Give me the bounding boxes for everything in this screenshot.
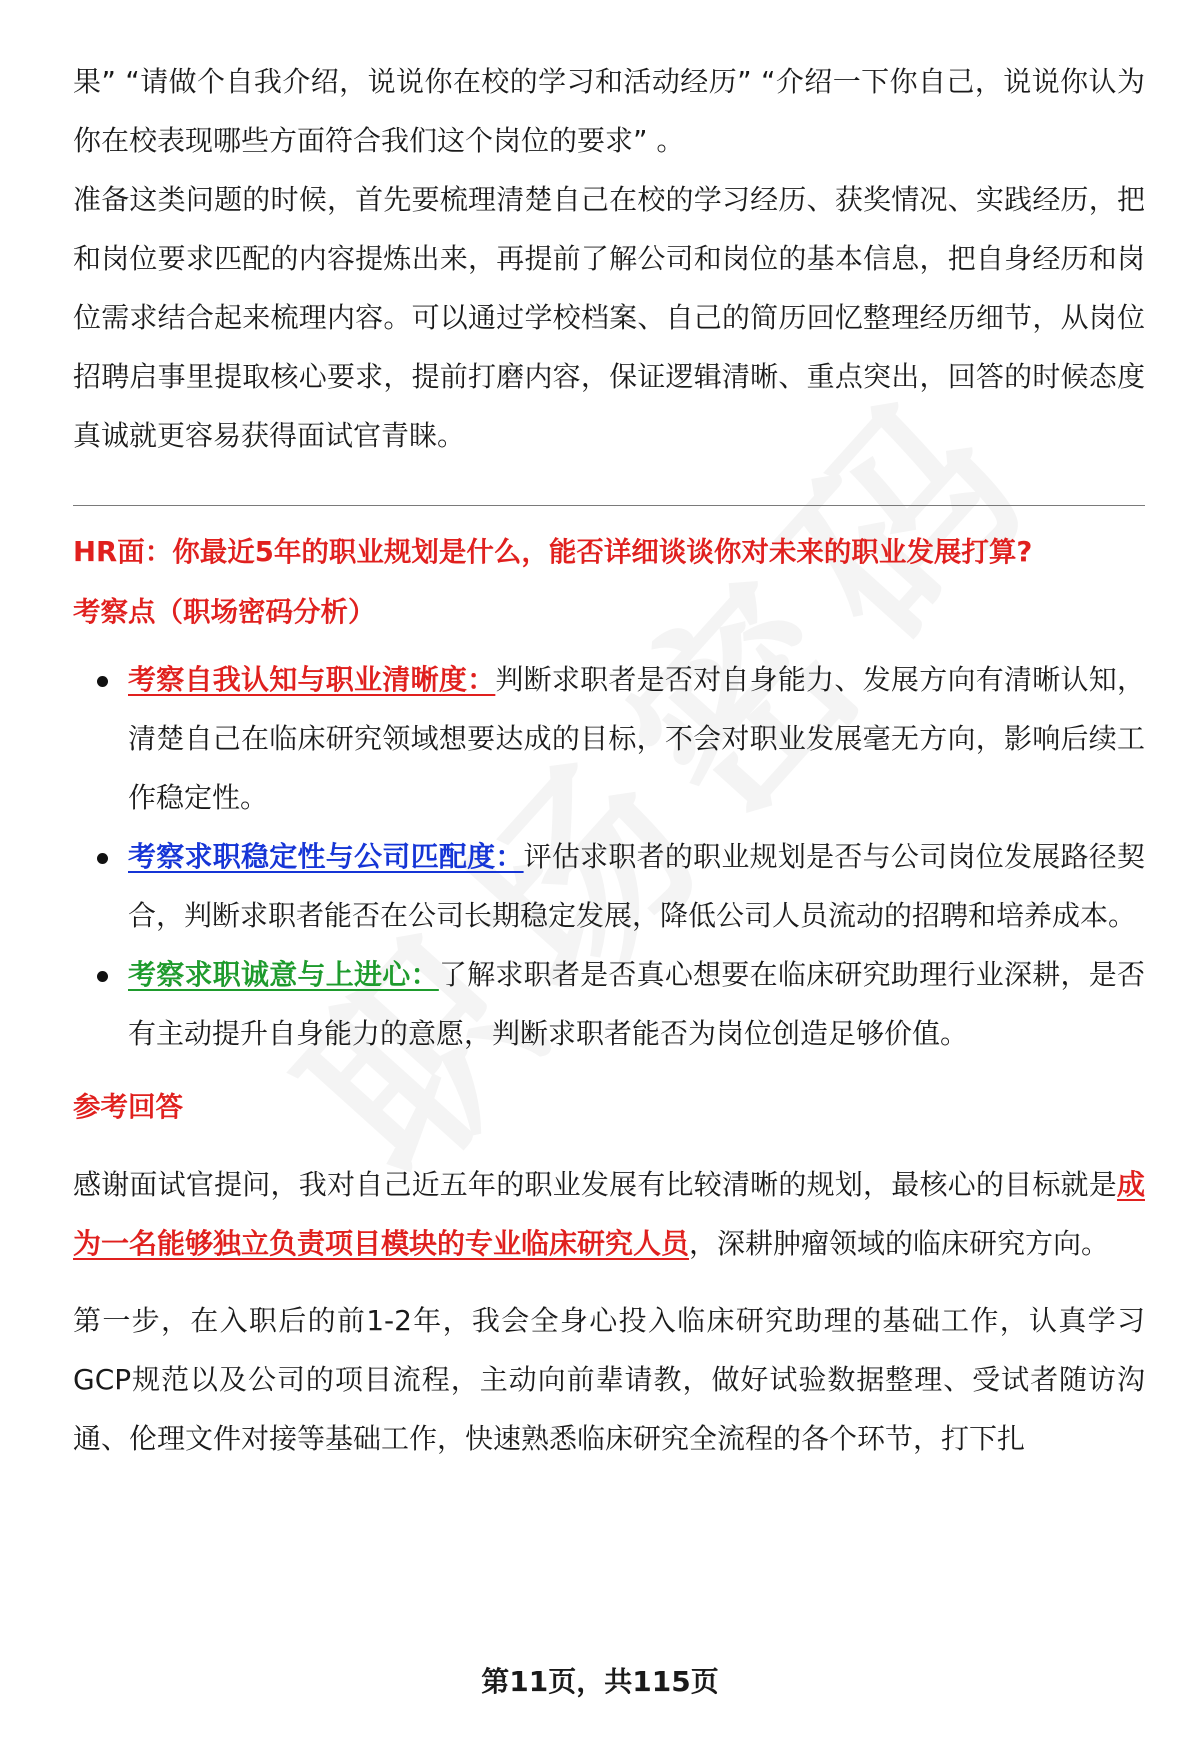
answer-p1-highlight: 成为一名能够独立负责项目模块的专业临床研究人员 xyxy=(73,1168,1145,1260)
analysis-heading: 考察点（职场密码分析） xyxy=(73,596,376,628)
point-text-1: 判断求职者是否对自身能力、发展方向有清晰认知，清楚自己在临床研究领域想要达成的目标，不会对职业发展毫无方向，影响后续工作稳定性。 xyxy=(128,663,1145,814)
spacer xyxy=(73,1273,1145,1291)
bullet-icon xyxy=(97,971,108,982)
point-label-2: 考察求职稳定性与公司匹配度： xyxy=(128,840,524,873)
list-item xyxy=(73,827,1145,945)
bullet-icon xyxy=(97,853,108,864)
analysis-points-list xyxy=(73,650,1145,1063)
intro-paragraph-2: 准备这类问题的时候，首先要梳理清楚自己在校的学习经历、获奖情况、实践经历，把和岗位要求匹配的内容提炼出来，再提前了解公司和岗位的基本信息，把自身经历和岗位需求结合起来梳理内容。可以通过学校档案、自己的简历回忆整理经历细节，从岗位招聘启事里提取核心要求，提前打磨内容，保证逻辑清晰、重点突出，回答的时候态度真诚就更容易获得面试官青睐。 xyxy=(73,183,1145,452)
spacer xyxy=(73,1137,1145,1155)
point-label-1: 考察自我认知与职业清晰度： xyxy=(128,663,496,696)
point-text-2: 评估求职者的职业规划是否与公司岗位发展路径契合，判断求职者能否在公司长期稳定发展，降低公司人员流动的招聘和培养成本。 xyxy=(128,840,1145,932)
list-item xyxy=(73,650,1145,827)
list-item xyxy=(73,945,1145,1063)
section-divider xyxy=(73,505,1145,506)
reference-heading: 参考回答 xyxy=(73,1091,183,1123)
answer-p1-after: ，深耕肿瘤领域的临床研究方向。 xyxy=(689,1227,1110,1260)
page-number-footer: 第11页，共115页 xyxy=(481,1665,719,1698)
bullet-icon xyxy=(97,676,108,687)
point-text-3: 了解求职者是否真心想要在临床研究助理行业深耕，是否有主动提升自身能力的意愿，判断求职者能否为岗位创造足够价值。 xyxy=(128,958,1145,1050)
answer-paragraph-2: 第一步，在入职后的前1-2年，我会全身心投入临床研究助理的基础工作，认真学习GCP规范以及公司的项目流程，主动向前辈请教，做好试验数据整理、受试者随访沟通、伦理文件对接等基础工作，快速熟悉临床研究全流程的各个环节，打下扎 xyxy=(73,1304,1145,1455)
answer-p1-before: 感谢面试官提问，我对自己近五年的职业发展有比较清晰的规划，最核心的目标就是 xyxy=(73,1168,1117,1201)
point-label-3: 考察求职诚意与上进心： xyxy=(128,958,439,991)
page-content xyxy=(73,52,1145,1468)
question-heading: HR面：你最近5年的职业规划是什么，能否详细谈谈你对未来的职业发展打算? xyxy=(73,536,1033,568)
answer-paragraph-1 xyxy=(73,1155,1145,1273)
intro-paragraph-1: 果” “请做个自我介绍，说说你在校的学习和活动经历” “介绍一下你自己，说说你认为你在校表现哪些方面符合我们这个岗位的要求” 。 xyxy=(73,65,1145,157)
